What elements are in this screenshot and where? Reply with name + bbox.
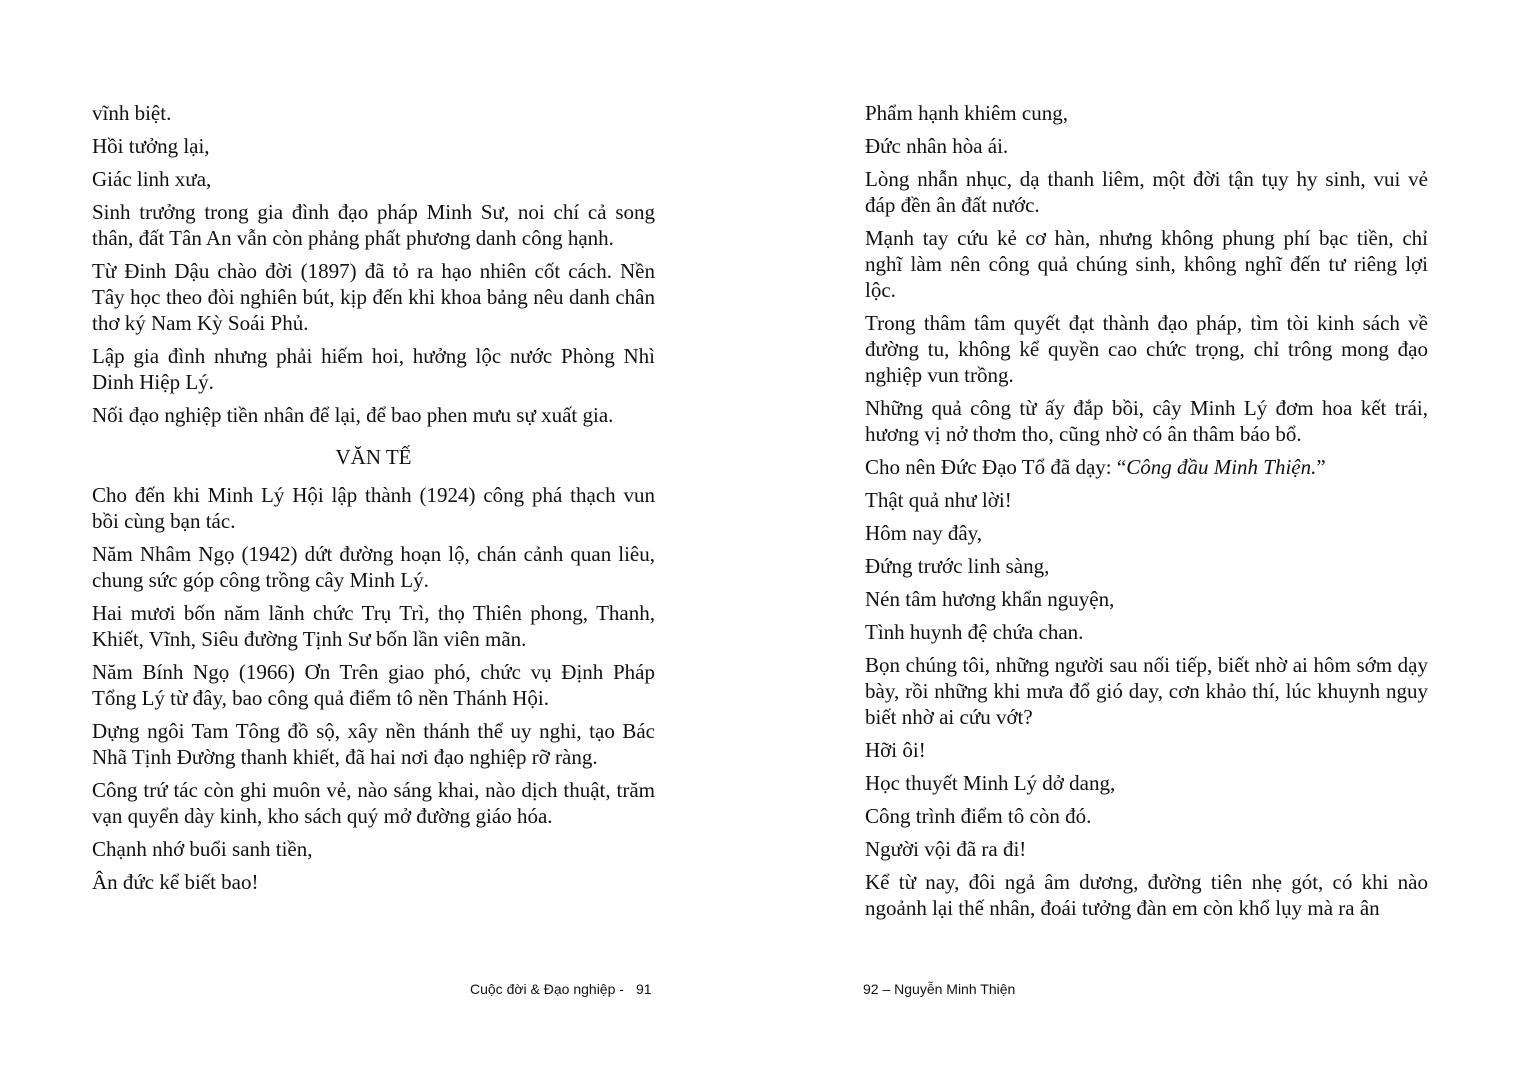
paragraph: Nối đạo nghiệp tiền nhân để lại, để bao phen mưu sự xuất gia. <box>92 403 614 427</box>
paragraph: Cho đến khi Minh Lý Hội lập thành (1924) công phá thạch vun bồi cùng bạn tác. <box>92 483 655 533</box>
paragraph: Học thuyết Minh Lý dở dang, <box>865 771 1116 795</box>
paragraph: Năm Bính Ngọ (1966) Ơn Trên giao phó, chức vụ Định Pháp Tổng Lý từ đây, bao công quả điểm tô nền Thánh Hội. <box>92 660 655 710</box>
paragraph: Công trứ tác còn ghi muôn vẻ, nào sáng khai, nào dịch thuật, trăm vạn quyển dày kinh, kho sách quý mở đường giáo hóa. <box>92 778 655 828</box>
paragraph: Những quả công từ ấy đắp bồi, cây Minh Lý đơm hoa kết trái, hương vị nở thơm tho, cũng nhờ có ân thâm báo bổ. <box>865 396 1428 446</box>
paragraph: Thật quả như lời! <box>865 488 1012 512</box>
quote-lead: Cho nên Đức Đạo Tổ đã dạy: “ <box>865 455 1127 479</box>
paragraph: Mạnh tay cứu kẻ cơ hàn, nhưng không phung phí bạc tiền, chỉ nghĩ làm nên công quả chúng sinh, không nghĩ đến tư riêng lợi lộc. <box>865 226 1428 302</box>
page-number: 92 <box>863 981 879 997</box>
paragraph: Từ Đinh Dậu chào đời (1897) đã tỏ ra hạo nhiên cốt cách. Nền Tây học theo đòi nghiên bút, kịp đến khi khoa bảng nêu danh chân thơ ký Nam Kỳ Soái Phủ. <box>92 259 655 335</box>
paragraph: Giác linh xưa, <box>92 167 212 191</box>
right-page-footer <box>863 981 1015 997</box>
paragraph: Nén tâm hương khẩn nguyện, <box>865 587 1115 611</box>
paragraph: Chạnh nhớ buổi sanh tiền, <box>92 837 313 861</box>
paragraph: Bọn chúng tôi, những người sau nối tiếp, biết nhờ ai hôm sớm dạy bày, rồi những khi mưa đổ gió day, cơn khảo thí, lúc khuynh nguy biết nhờ ai cứu vớt? <box>865 653 1428 729</box>
paragraph: Dựng ngôi Tam Tông đồ sộ, xây nền thánh thể uy nghi, tạo Bác Nhã Tịnh Đường thanh khiết, đã hai nơi đạo nghiệp rỡ ràng. <box>92 719 655 769</box>
paragraph: Hôm nay đây, <box>865 521 983 545</box>
left-page-footer <box>470 981 652 997</box>
quote-paragraph <box>865 454 1428 480</box>
paragraph: Người vội đã ra đi! <box>865 837 1027 861</box>
paragraph: Công trình điểm tô còn đó. <box>865 804 1092 828</box>
paragraph: Ân đức kể biết bao! <box>92 870 259 894</box>
paragraph: Hồi tưởng lại, <box>92 134 210 158</box>
footer-title: – Nguyễn Minh Thiện <box>882 981 1016 997</box>
right-page <box>865 100 1428 928</box>
paragraph: Tình huynh đệ chứa chan. <box>865 620 1084 644</box>
paragraph: Sinh trưởng trong gia đình đạo pháp Minh Sư, noi chí cả song thân, đất Tân An vẫn còn phảng phất phương danh công hạnh. <box>92 200 655 250</box>
paragraph: Đức nhân hòa ái. <box>865 134 1009 158</box>
left-page <box>92 100 655 902</box>
quote-end: ” <box>1316 455 1326 479</box>
quote-italic: Công đầu Minh Thiện. <box>1126 455 1317 479</box>
footer-title: Cuộc đời & Đạo nghiệp - <box>470 981 624 997</box>
paragraph: Hỡi ôi! <box>865 738 926 762</box>
paragraph: Lòng nhẫn nhục, dạ thanh liêm, một đời tận tụy hy sinh, vui vẻ đáp đền ân đất nước. <box>865 167 1428 217</box>
paragraph: Lập gia đình nhưng phải hiếm hoi, hưởng lộc nước Phòng Nhì Dinh Hiệp Lý. <box>92 344 655 394</box>
paragraph: Hai mươi bốn năm lãnh chức Trụ Trì, thọ Thiên phong, Thanh, Khiết, Vĩnh, Siêu đường Tịnh Sư bốn lần viên mãn. <box>92 601 655 651</box>
paragraph: Phẩm hạnh khiêm cung, <box>865 101 1068 125</box>
section-heading: VĂN TẾ <box>335 445 412 469</box>
paragraph: Trong thâm tâm quyết đạt thành đạo pháp, tìm tòi kinh sách về đường tu, không kể quyền cao chức trọng, chỉ trông mong đạo nghiệp vun trồng. <box>865 311 1428 387</box>
paragraph: vĩnh biệt. <box>92 101 172 125</box>
paragraph: Kể từ nay, đôi ngả âm dương, đường tiên nhẹ gót, có khi nào ngoảnh lại thế nhân, đoái tưởng đàn em còn khổ lụy mà ra ân <box>865 870 1428 920</box>
paragraph: Đứng trước linh sàng, <box>865 554 1050 578</box>
paragraph: Năm Nhâm Ngọ (1942) dứt đường hoạn lộ, chán cảnh quan liêu, chung sức góp công trồng cây Minh Lý. <box>92 542 655 592</box>
page-number: 91 <box>635 981 652 997</box>
